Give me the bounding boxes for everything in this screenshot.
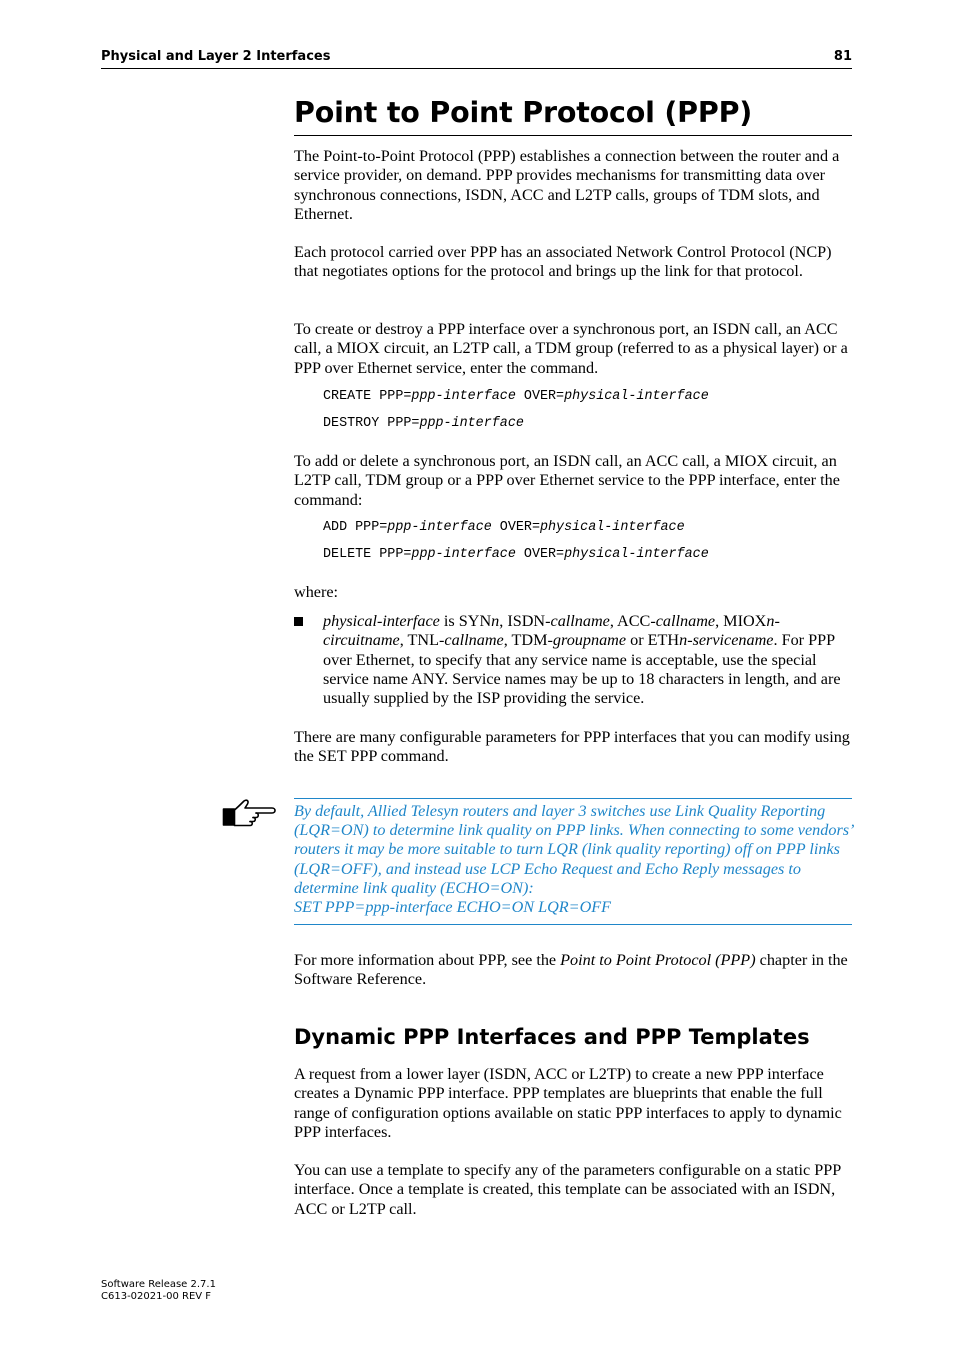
- command-keyword: CREATE PPP=: [323, 389, 412, 404]
- parameters-paragraph: There are many configurable parameters for PPP interfaces that you can modify using the SET PPP command.: [294, 728, 850, 766]
- chapter-reference: Point to Point Protocol (PPP): [560, 951, 756, 969]
- pointing-hand-icon: [222, 797, 278, 829]
- command-keyword: DESTROY PPP=: [323, 416, 420, 431]
- note-text: By default, Allied Telesyn routers and layer 3 switches use Link Quality Reporting (LQR=ON) to determine link quality on PPP links. When connecting to some vendors’ routers it may be more suitable to turn LQR (link quality reporting) off on PPP links (LQR=OFF), and instead use LCP Echo Request and Echo Reply messages to determine link quality (ECHO=ON): SET PPP=ppp-interface ECHO=ON LQR=OFF: [294, 802, 856, 917]
- intro-paragraph-1: The Point-to-Point Protocol (PPP) establishes a connection between the router and a service provider, on demand. PPP provides mechanisms for transmitting data over synchronous connections, ISDN, ACC and L2TP calls, groups of TDM slots, and Ethernet.: [294, 147, 840, 223]
- intro-paragraph-3: To create or destroy a PPP interface over a synchronous port, an ISDN call, an ACC call, a MIOX circuit, an L2TP call, a TDM group (referred to as a physical layer) or a PPP over Ethernet service, enter the command.: [294, 320, 848, 377]
- command-parameter: ppp-interface: [387, 520, 492, 535]
- note-top-rule: [294, 798, 852, 799]
- add-delete-paragraph: To add or delete a synchronous port, an ISDN call, an ACC call, a MIOX circuit, an L2TP call, TDM group or a PPP over Ethernet service to the PPP interface, enter the command:: [294, 452, 840, 509]
- command-keyword: OVER=: [515, 389, 565, 404]
- command-create-ppp: [323, 389, 709, 404]
- running-header-section: Physical and Layer 2 Interfaces: [101, 49, 331, 64]
- command-parameter: physical-interface: [564, 547, 709, 562]
- where-label: where:: [294, 583, 339, 601]
- command-keyword: OVER=: [515, 547, 565, 562]
- command-parameter: ppp-interface: [411, 547, 516, 562]
- note-bottom-rule: [294, 924, 852, 925]
- title-rule: [294, 135, 852, 136]
- header-rule: [101, 68, 852, 69]
- command-keyword: ADD PPP=: [323, 520, 388, 535]
- command-parameter: ppp-interface: [411, 389, 516, 404]
- more-info-paragraph: For more information about PPP, see the Point to Point Protocol (PPP) chapter in the Software Reference.: [294, 951, 848, 989]
- section-heading: Dynamic PPP Interfaces and PPP Templates: [294, 1025, 810, 1049]
- page-footer: [101, 1279, 216, 1303]
- command-delete-ppp: [323, 547, 709, 562]
- dynamic-paragraph-2: You can use a template to specify any of the parameters configurable on a static PPP interface. Once a template is created, this template can be associated with an ISDN, ACC or L2TP call.: [294, 1161, 841, 1218]
- dynamic-paragraph-1: A request from a lower layer (ISDN, ACC or L2TP) to create a new PPP interface creates a Dynamic PPP interface. PPP templates are blueprints that enable the full range of configuration options available on static PPP interfaces to apply to dynamic PPP interfaces.: [294, 1065, 842, 1141]
- page-title: Point to Point Protocol (PPP): [294, 96, 753, 129]
- footer-doc-id: C613-02021-00 REV F: [101, 1291, 212, 1302]
- command-parameter: physical-interface: [539, 520, 685, 535]
- footer-release: Software Release 2.7.1: [101, 1279, 216, 1290]
- command-parameter: physical-interface: [564, 389, 709, 404]
- note-command: SET PPP=ppp-interface ECHO=ON LQR=OFF: [294, 898, 612, 917]
- bullet-physical-interface: physical-interface is SYNn, ISDN-callname, ACC-callname, MIOXn-circuitname, TNL-callname, TDM-groupname or ETHn-servicename. For PPP over Ethernet, to specify that any service name is acceptable, use the special service name ANY. Service names may be up to 18 characters in length, and are usually supplied by the ISP providing the service.: [323, 612, 841, 708]
- command-destroy-ppp: [323, 416, 524, 431]
- command-parameter: ppp-interface: [419, 416, 524, 431]
- page-number: 81: [833, 49, 852, 64]
- command-keyword: DELETE PPP=: [323, 547, 412, 562]
- command-keyword: OVER=: [491, 520, 540, 535]
- intro-paragraph-2: Each protocol carried over PPP has an associated Network Control Protocol (NCP) that negotiates options for the protocol and brings up the link for that protocol.: [294, 243, 832, 281]
- command-add-ppp: [323, 520, 685, 535]
- bullet-square-icon: [294, 617, 303, 626]
